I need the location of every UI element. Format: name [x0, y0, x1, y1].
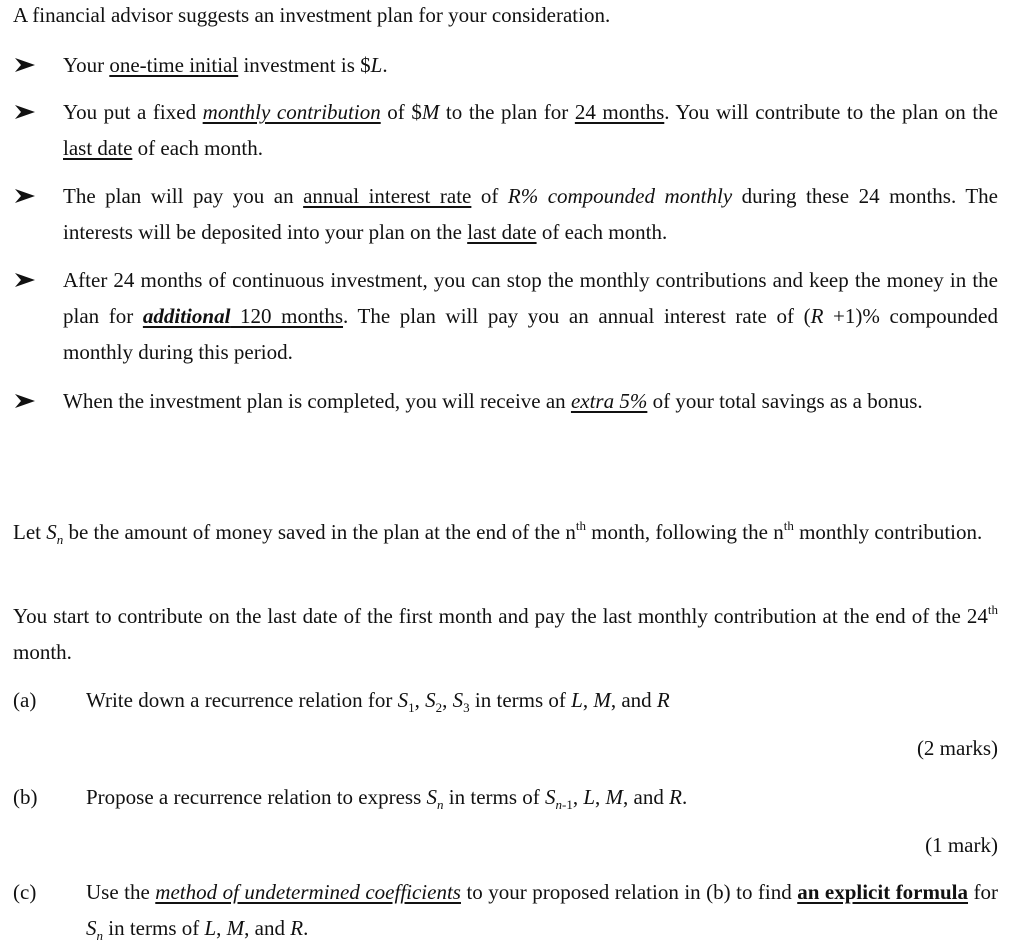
intro-sentence: A financial advisor suggests an investment plan for your consideration. [13, 3, 611, 27]
question-a-text: Write down a recurrence relation for $S_1$, $S_2$, $S_3$ in terms of L, M, and R [86, 688, 670, 716]
bullet-bonus: When the investment plan is completed, you will receive an extra 5% of your total savings as a bonus. [63, 389, 923, 413]
question-b-marks: (1 mark) [925, 833, 998, 857]
question-c-text: Use the method of undetermined coefficients to your proposed relation in (b) to find an explicit formula for $S_n$ in terms of L, M, and R. [86, 880, 998, 944]
bullet-interest-rate: The plan will pay you an annual interest rate of R% compounded monthly during these 24 months. The interests will be deposited into your plan on the last date of each month. [63, 184, 998, 244]
bullet-additional-months: After 24 months of continuous investment, you can stop the monthly contributions and keep the money in the plan for additional 120 months. The plan will pay you an annual interest rate of (R +1)% compounded monthly during this period. [63, 268, 998, 364]
contribution-timing-paragraph: You start to contribute on the last date of the first month and pay the last monthly contribution at the end of the 24th month. [13, 602, 998, 664]
bullet-initial-investment: Your one-time initial investment is $L. [63, 53, 388, 77]
question-b-label: (b) [13, 785, 38, 809]
question-b-text: Propose a recurrence relation to express $S_n$ in terms of $S_{n-1}$, L, M, and R. [86, 785, 688, 813]
arrowhead-bullet-icon [14, 393, 38, 413]
arrowhead-bullet-icon [14, 272, 38, 292]
arrowhead-bullet-icon [14, 57, 38, 77]
definition-paragraph: Let $S_n$ be the amount of money saved in the plan at the end of the $n^{th}$ month, following the $n^{th}$ monthly contribution. [13, 518, 983, 548]
arrowhead-bullet-icon [14, 188, 38, 208]
question-c-label: (c) [13, 880, 37, 904]
arrowhead-bullet-icon [14, 104, 38, 124]
bullet-monthly-contribution: You put a fixed monthly contribution of $M to the plan for 24 months. You will contribute to the plan on the last date of each month. [63, 100, 998, 160]
question-a-label: (a) [13, 688, 37, 712]
question-a-marks: (2 marks) [916, 736, 998, 760]
